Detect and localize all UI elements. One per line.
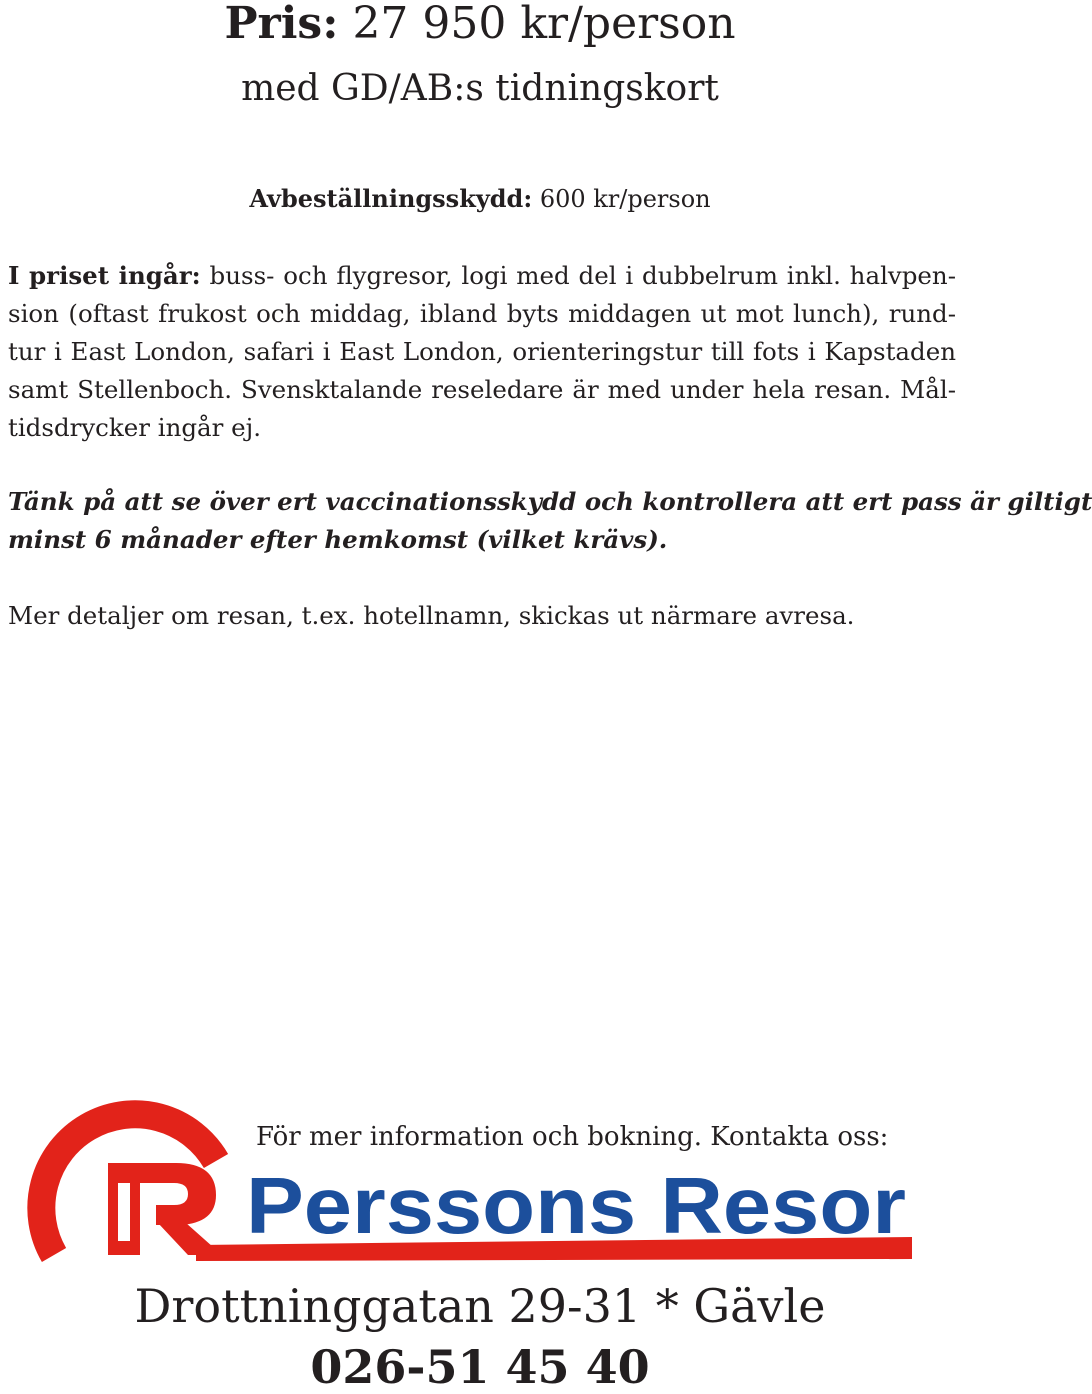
included-line: sion (oftast frukost och middag, ibland byts middagen ut mot lunch), rund- [8, 299, 956, 328]
vaccination-notice [8, 483, 1092, 559]
included-paragraph [8, 257, 956, 447]
price-condition: med GD/AB:s tidningskort [241, 68, 719, 109]
price-label: Pris: [224, 0, 339, 49]
details-notice: Mer detaljer om resan, t.ex. hotellnamn, skickas ut närmare avresa. [8, 601, 855, 630]
vaccination-line: Tänk på att se över ert vaccinationsskydd och kontrollera att ert pass är giltigt [8, 487, 1092, 516]
included-label: I priset ingår: [8, 261, 201, 290]
company-name: Perssons Resor [246, 1161, 906, 1250]
cancellation-line [0, 184, 960, 214]
cancellation-label: Avbeställningsskydd: [249, 184, 533, 213]
address: Drottninggatan 29-31 * Gävle [134, 1279, 826, 1333]
logo-r-icon [108, 1163, 222, 1255]
vaccination-line: minst 6 månader efter hemkomst (vilket krävs). [8, 525, 668, 554]
price-value: 27 950 kr/person [352, 0, 736, 49]
contact-lead: För mer information och bokning. Kontakta oss: [256, 1122, 889, 1152]
price-line [0, 0, 960, 48]
phone-number: 026-51 45 40 [310, 1340, 650, 1394]
cancellation-value: 600 kr/person [539, 185, 711, 213]
included-line: I priset ingår: buss- och flygresor, logi med del i dubbelrum inkl. halvpen- [8, 261, 956, 290]
included-line: samt Stellenboch. Svensktalande reseledare är med under hela resan. Mål- [8, 375, 956, 404]
included-line: tur i East London, safari i East London, orienteringstur till fots i Kapstaden [8, 337, 956, 366]
included-line: tidsdrycker ingår ej. [8, 413, 262, 442]
